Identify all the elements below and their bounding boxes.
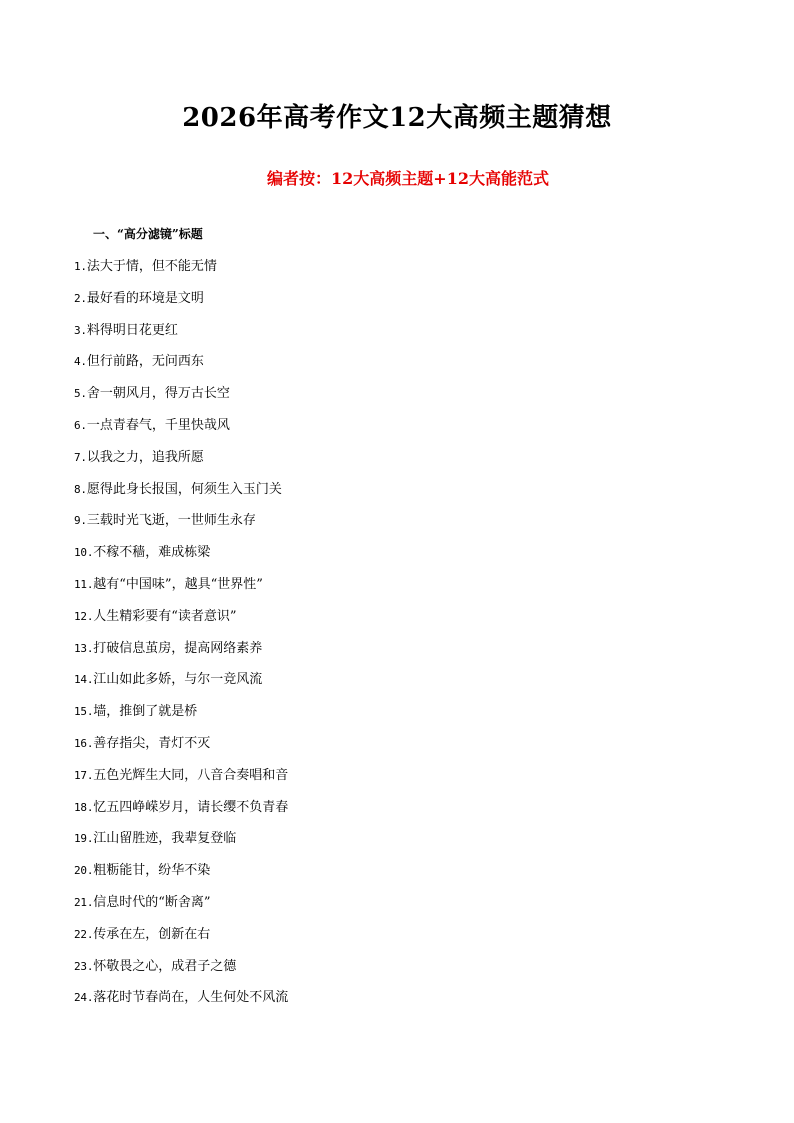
item-number: 21. bbox=[74, 895, 94, 909]
item-text: 不稼不穑，难成栋梁 bbox=[93, 545, 211, 561]
item-text: 以我之力，追我所愿 bbox=[86, 449, 204, 465]
item-number: 8. bbox=[74, 482, 87, 496]
list-item bbox=[74, 320, 288, 352]
list-item bbox=[74, 606, 288, 638]
item-text: 一点青春气，千里快哉风 bbox=[86, 417, 230, 433]
item-text: 善存指尖，青灯不灭 bbox=[93, 735, 211, 751]
list-item bbox=[74, 797, 288, 829]
item-text: 料得明日花更红 bbox=[86, 322, 178, 338]
list-item bbox=[74, 574, 288, 606]
item-number: 7. bbox=[74, 450, 87, 464]
item-text: 粗粝能甘，纷华不染 bbox=[93, 863, 211, 879]
editor-note-subtitle: 编者按：12大高频主题+12大高能范式 bbox=[267, 169, 549, 188]
list-item bbox=[74, 701, 288, 733]
list-item bbox=[74, 924, 288, 956]
item-text: 怀敬畏之心，成君子之德 bbox=[93, 958, 237, 974]
list-item bbox=[74, 638, 288, 670]
item-number: 17. bbox=[74, 768, 94, 782]
item-number: 19. bbox=[74, 832, 94, 846]
item-text: 打破信息茧房，提高网络素养 bbox=[93, 640, 263, 656]
item-text: 三载时光飞逝，一世师生永存 bbox=[86, 513, 256, 529]
list-item bbox=[74, 447, 288, 479]
item-text: 忆五四峥嵘岁月，请长缨不负青春 bbox=[93, 799, 289, 815]
item-number: 16. bbox=[74, 736, 94, 750]
item-text: 人生精彩要有“读者意识” bbox=[93, 608, 237, 624]
item-number: 12. bbox=[74, 609, 94, 623]
list-item bbox=[74, 351, 288, 383]
item-number: 15. bbox=[74, 705, 94, 719]
item-number: 20. bbox=[74, 864, 94, 878]
section-heading: 一、“高分滤镜”标题 bbox=[93, 227, 203, 241]
item-number: 3. bbox=[74, 323, 87, 337]
list-item bbox=[74, 892, 288, 924]
item-number: 10. bbox=[74, 546, 94, 560]
list-item bbox=[74, 288, 288, 320]
item-number: 6. bbox=[74, 418, 87, 432]
list-item bbox=[74, 956, 288, 988]
item-text: 愿得此身长报国，何须生入玉门关 bbox=[86, 481, 282, 497]
item-text: 但行前路，无问西东 bbox=[86, 354, 204, 370]
title-list bbox=[74, 256, 288, 1019]
item-number: 22. bbox=[74, 927, 94, 941]
item-text: 最好看的环境是文明 bbox=[86, 290, 204, 306]
item-number: 5. bbox=[74, 387, 87, 401]
item-number: 9. bbox=[74, 514, 87, 528]
item-text: 法大于情，但不能无情 bbox=[86, 259, 217, 274]
document-title: 2026年高考作文12大高频主题猜想 bbox=[182, 103, 612, 133]
list-item bbox=[74, 415, 288, 447]
list-item bbox=[74, 860, 288, 892]
list-item bbox=[74, 733, 288, 765]
list-item bbox=[74, 510, 288, 542]
list-item bbox=[74, 542, 288, 574]
list-item bbox=[74, 765, 288, 797]
list-item bbox=[74, 669, 288, 701]
item-text: 越有“中国味”，越具“世界性” bbox=[93, 576, 263, 592]
item-number: 24. bbox=[74, 991, 94, 1005]
item-text: 墙，推倒了就是桥 bbox=[93, 704, 198, 720]
item-number: 23. bbox=[74, 959, 94, 973]
item-number: 4. bbox=[74, 355, 87, 369]
list-item bbox=[74, 383, 288, 415]
item-number: 11. bbox=[74, 577, 94, 591]
item-number: 18. bbox=[74, 800, 94, 814]
item-text: 五色光辉生大同，八音合奏唱和音 bbox=[93, 767, 289, 783]
list-item bbox=[74, 479, 288, 511]
item-text: 舍一朝风月，得万古长空 bbox=[86, 386, 230, 402]
item-number: 14. bbox=[74, 673, 94, 687]
item-text: 江山留胜迹，我辈复登临 bbox=[93, 831, 237, 847]
item-text: 信息时代的“断舍离” bbox=[93, 894, 211, 910]
item-text: 江山如此多娇，与尔一竞风流 bbox=[93, 672, 263, 688]
item-number: 13. bbox=[74, 641, 94, 655]
item-text: 传承在左，创新在右 bbox=[93, 926, 211, 942]
list-item bbox=[74, 987, 288, 1019]
list-item bbox=[74, 256, 288, 288]
item-text: 落花时节春尚在，人生何处不风流 bbox=[93, 990, 289, 1006]
item-number: 2. bbox=[74, 291, 87, 305]
item-number: 1. bbox=[74, 260, 87, 273]
list-item bbox=[74, 828, 288, 860]
